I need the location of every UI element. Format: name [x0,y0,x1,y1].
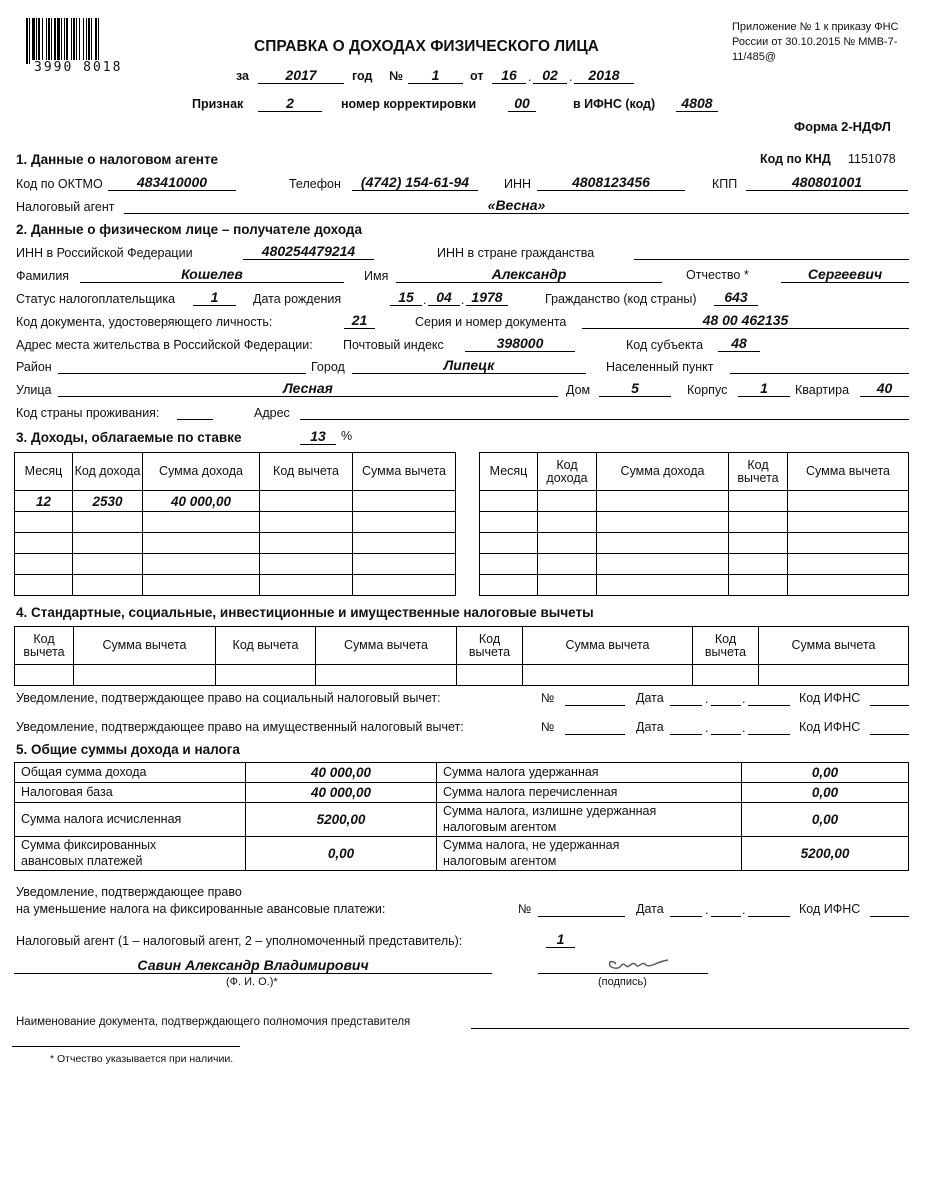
citizenship-value: 643 [714,289,758,306]
postcode-value: 398000 [465,335,575,352]
form-label: Форма 2-НДФЛ [794,119,891,134]
birth-day: 15 [390,289,422,306]
tax-not-withheld-label-2: налоговым агентом [443,854,557,868]
footnote: * Отчество указывается при наличии. [50,1053,234,1065]
notice-property-ifns-label: Код ИФНС [799,720,861,734]
tax-base-label: Налоговая база [15,783,246,803]
section5-title: 5. Общие суммы дохода и налога [16,742,240,757]
percent-sign: % [341,429,353,443]
col-deduction-amount-r: Сумма вычета [788,453,909,491]
notice-social-date-label: Дата [636,691,664,705]
status-label: Статус налогоплательщика [16,292,176,306]
ded-amount-3: Сумма вычета [523,627,693,665]
sign-caption: (подпись) [598,976,647,988]
phone-value: (4742) 154-61-94 [352,174,478,191]
col-deduction-code-r: Код вычета [729,453,788,491]
sign-label: Признак [192,97,244,111]
tax-withheld-value: 0,00 [742,763,909,783]
col-deduction-amount: Сумма вычета [353,453,456,491]
ded-code-1: Код вычета [15,627,74,665]
tax-calc-label: Сумма налога исчисленная [15,803,246,837]
notice-property-date-label: Дата [636,720,664,734]
country-label: Код страны проживания: [16,406,160,420]
oktmo-value: 483410000 [108,174,236,191]
district-label: Район [16,360,52,374]
address-label: Адрес места жительства в Российской Федерации: [16,338,313,352]
ded-code-2: Код вычета [216,627,316,665]
inn-foreign-value [634,243,909,260]
district-value [58,357,306,374]
notice-advance-label-2: на уменьшение налога на фиксированные авансовые платежи: [16,902,386,916]
rate-value: 13 [300,428,336,445]
deductions-table [14,626,909,686]
appendix-line-3: 11/485@ [732,51,776,63]
birth-label: Дата рождения [253,292,342,306]
tax-excess-label-1: Сумма налога, излишне удержанная [443,804,657,818]
row1-code: 2530 [73,491,143,512]
ded-code-3: Код вычета [457,627,523,665]
inn-label: ИНН [504,177,532,191]
ded-code-4: Код вычета [693,627,759,665]
advance-value: 0,00 [246,837,437,871]
status-value: 1 [193,289,236,306]
patronymic-label: Отчество * [686,268,749,282]
col-income-code: Код дохода [73,453,143,491]
col-month: Месяц [15,453,73,491]
house-label: Дом [566,383,591,397]
appendix-line-2: России от 30.10.2015 № ММВ-7- [732,36,898,48]
street-label: Улица [16,383,52,397]
tax-base-value: 40 000,00 [246,783,437,803]
region-label: Код субъекта [626,338,704,352]
total-income-value: 40 000,00 [246,763,437,783]
kpp-label: КПП [712,177,738,191]
section1-title: 1. Данные о налоговом агенте [16,152,219,167]
row1-month: 12 [15,491,73,512]
inn-value: 4808123456 [537,174,685,191]
building-value: 1 [738,380,790,397]
building-label: Корпус [687,383,728,397]
doc-code-label: Код документа, удостоверяющего личность: [16,315,273,329]
notice-advance-date-label: Дата [636,902,664,916]
tax-excess-value: 0,00 [742,803,909,837]
notice-advance-no-label: № [518,902,532,916]
street-value: Лесная [58,380,558,397]
col-deduction-code: Код вычета [260,453,353,491]
locality-value [730,357,909,374]
col-income-code-r: Код дохода [538,453,597,491]
report-year: 2017 [258,67,344,84]
birth-month: 04 [428,289,460,306]
notice-social-ifns-label: Код ИФНС [799,691,861,705]
tax-not-withheld-label-1: Сумма налога, не удержанная [443,838,620,852]
flat-value: 40 [860,380,909,397]
barcode [24,16,136,78]
tax-excess-label-2: налоговым агентом [443,820,557,834]
for-label: за [236,69,250,83]
knd-value: 1151078 [848,152,896,166]
birth-year: 1978 [466,289,508,306]
rep-doc-value [471,1012,909,1029]
flat-label: Квартира [795,383,850,397]
locality-label: Населенный пункт [606,360,714,374]
income-table-left [14,452,456,596]
name-value: Александр [396,266,662,283]
sign-value: 2 [258,95,322,112]
report-month: 02 [533,67,567,84]
agent-type-label: Налоговый агент (1 – налоговый агент, 2 – уполномоченный представитель): [16,934,463,948]
doc-code-value: 21 [344,312,375,329]
tax-paid-value: 0,00 [742,783,909,803]
agent-type-value: 1 [546,931,575,948]
agent-label: Налоговый агент [16,200,115,214]
surname-value: Кошелев [80,266,344,283]
rep-doc-label: Наименование документа, подтверждающего полномочия представителя [16,1016,411,1028]
addr-value [300,403,909,420]
correction-label: номер корректировки [341,97,477,111]
addr-label: Адрес [254,406,290,420]
notice-property-no [565,718,625,735]
notice-social-label: Уведомление, подтверждающее право на социальный налоговый вычет: [16,691,441,705]
tax-calc-value: 5200,00 [246,803,437,837]
notice-property-no-label: № [541,720,555,734]
from-label: от [470,69,484,83]
notice-property-label: Уведомление, подтверждающее право на имущественный налоговый вычет: [16,720,464,734]
report-day: 16 [492,67,526,84]
ded-amount-1: Сумма вычета [74,627,216,665]
page-title: СПРАВКА О ДОХОДАХ ФИЗИЧЕСКОГО ЛИЦА [254,38,599,55]
house-value: 5 [599,380,671,397]
correction-value: 00 [508,95,536,112]
inn-rf-value: 480254479214 [243,243,374,260]
col-income-amount: Сумма дохода [143,453,260,491]
doc-series-label: Серия и номер документа [415,315,567,329]
phone-label: Телефон [289,177,341,191]
oktmo-label: Код по ОКТМО [16,177,103,191]
ded-amount-2: Сумма вычета [316,627,457,665]
agent-value: «Весна» [124,197,909,214]
tax-paid-label: Сумма налога перечисленная [437,783,742,803]
notice-advance-no [538,900,625,917]
signature-line [538,957,708,974]
notice-advance-ifns-label: Код ИФНС [799,902,861,916]
city-label: Город [311,360,345,374]
income-table-right [479,452,909,596]
city-value: Липецк [352,357,586,374]
ifns-label: в ИФНС (код) [573,97,656,111]
patronymic-value: Сергеевич [781,266,909,283]
advance-label-1: Сумма фиксированных [21,838,157,852]
ifns-value: 4808 [676,95,718,112]
section4-title: 4. Стандартные, социальные, инвестиционные и имущественные налоговые вычеты [16,605,594,620]
col-month-r: Месяц [480,453,538,491]
row1-amount: 40 000,00 [143,491,260,512]
signer-name: Савин Александр Владимирович [14,957,492,974]
section3-title: 3. Доходы, облагаемые по ставке [16,430,242,445]
notice-advance-label-1: Уведомление, подтверждающее право [16,885,242,899]
totals-table [14,762,909,871]
total-income-label: Общая сумма дохода [15,763,246,783]
country-value [177,403,213,420]
region-value: 48 [718,335,760,352]
appendix-line-1: Приложение № 1 к приказу ФНС [732,21,899,33]
postcode-label: Почтовый индекс [343,338,444,352]
inn-rf-label: ИНН в Российской Федерации [16,246,193,260]
year-label: год [352,69,373,83]
barcode-bars [24,16,136,66]
barcode-number: 3990 8018 [34,60,123,75]
inn-foreign-label: ИНН в стране гражданства [437,246,595,260]
kpp-value: 480801001 [746,174,908,191]
notice-social-no [565,689,625,706]
fio-caption: (Ф. И. О.)* [226,976,278,988]
report-number: 1 [408,67,463,84]
report-year-date: 2018 [574,67,634,84]
notice-social-no-label: № [541,691,555,705]
number-label: № [389,69,403,83]
doc-series-value: 48 00 462135 [582,312,909,329]
citizenship-label: Гражданство (код страны) [545,292,697,306]
knd-label: Код по КНД [760,152,831,166]
ded-amount-4: Сумма вычета [759,627,909,665]
tax-not-withheld-value: 5200,00 [742,837,909,871]
advance-label-2: авансовых платежей [21,854,143,868]
footnote-divider [12,1046,240,1047]
tax-withheld-label: Сумма налога удержанная [437,763,742,783]
surname-label: Фамилия [16,269,70,283]
col-income-amount-r: Сумма дохода [597,453,729,491]
section2-title: 2. Данные о физическом лице – получателе дохода [16,222,362,237]
name-label: Имя [364,269,389,283]
